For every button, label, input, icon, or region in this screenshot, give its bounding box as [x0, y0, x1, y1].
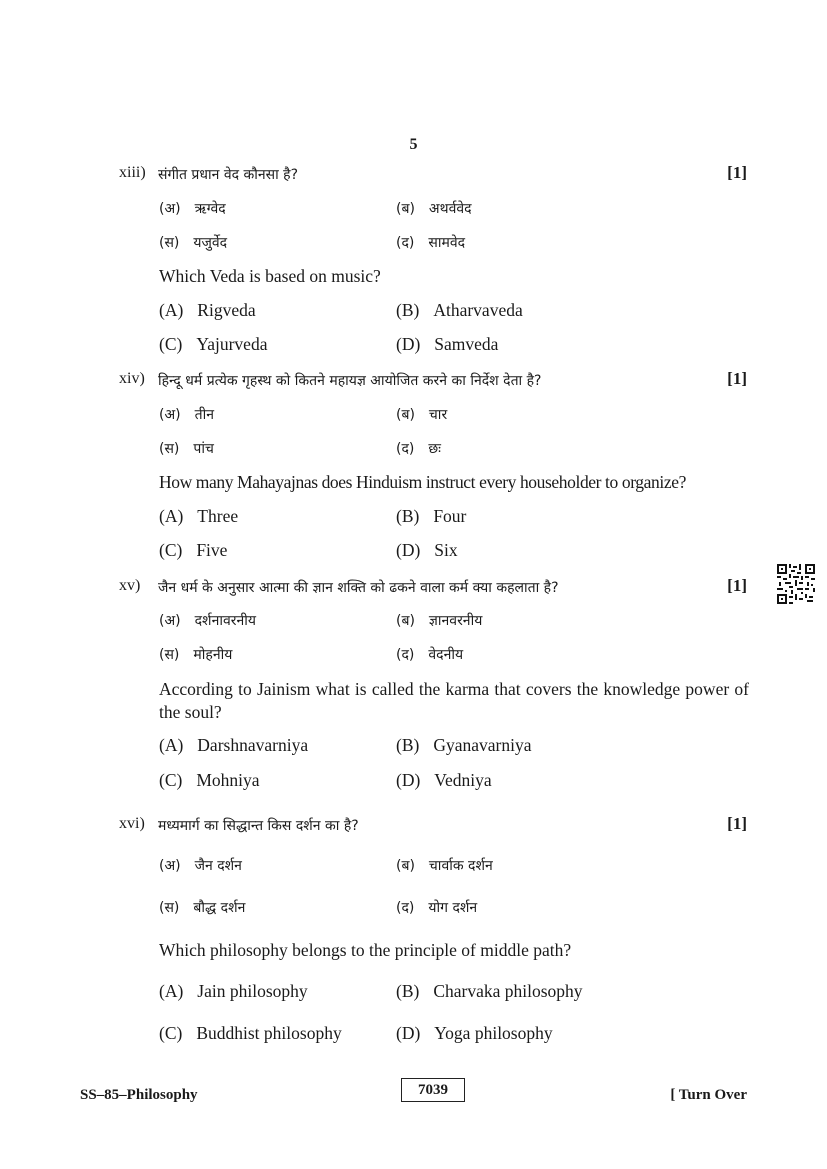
- hindi-option: [159, 645, 232, 664]
- english-option: [159, 981, 308, 1002]
- question-text-hindi: हिन्दू धर्म प्रत्येक गृहस्थ को कितने महायज्ञ आयोजित करने का निर्देश देता है?: [158, 373, 542, 389]
- option-text: Yajurveda: [196, 334, 268, 354]
- question-marks: [1]: [727, 369, 747, 388]
- option-label: (B): [396, 300, 420, 320]
- hindi-option: [159, 898, 245, 917]
- hindi-option: [159, 199, 226, 218]
- question-number: xiv): [119, 370, 145, 387]
- option-text: छः: [428, 441, 442, 457]
- option-label: (द): [396, 900, 415, 916]
- qr-code-icon: [777, 564, 815, 604]
- option-label: (अ): [159, 201, 181, 217]
- page-number: 5: [409, 136, 418, 153]
- option-text: मोहनीय: [193, 647, 233, 663]
- hindi-option: [159, 439, 214, 458]
- option-label: (B): [396, 981, 420, 1001]
- option-label: (D): [396, 1023, 421, 1043]
- option-text: ज्ञानवरनीय: [428, 613, 483, 629]
- footer-turn-over: [ Turn Over: [670, 1087, 747, 1103]
- option-label: (C): [159, 334, 183, 354]
- hindi-option: [159, 405, 214, 424]
- option-text: Five: [196, 540, 228, 560]
- option-text: चार्वाक दर्शन: [428, 858, 493, 874]
- english-option: [159, 770, 260, 791]
- option-text: जैन दर्शन: [194, 858, 242, 874]
- option-text: Mohniya: [196, 770, 260, 790]
- option-text: Three: [197, 506, 239, 526]
- question-text-hindi: जैन धर्म के अनुसार आत्मा की ज्ञान शक्ति को ढकने वाला कर्म क्या कहलाता है?: [158, 580, 559, 596]
- option-label: (A): [159, 735, 184, 755]
- option-label: (D): [396, 334, 421, 354]
- option-label: (ब): [396, 407, 415, 423]
- hindi-option: [396, 898, 477, 917]
- option-label: (ब): [396, 613, 415, 629]
- option-label: (ब): [396, 201, 415, 217]
- option-label: (C): [159, 770, 183, 790]
- option-text: Yoga philosophy: [434, 1023, 553, 1043]
- english-option: [396, 506, 466, 527]
- option-label: (A): [159, 506, 184, 526]
- option-text: यजुर्वेद: [193, 235, 228, 251]
- option-text: Vedniya: [434, 770, 492, 790]
- question-text-english: How many Mahayajnas does Hinduism instruct every householder to organize?: [159, 472, 686, 492]
- question-text-english: Which philosophy belongs to the principle of middle path?: [159, 940, 572, 960]
- option-text: Jain philosophy: [197, 981, 308, 1001]
- option-text: योग दर्शन: [428, 900, 478, 916]
- option-label: (अ): [159, 858, 181, 874]
- english-option: [159, 334, 267, 355]
- question-number: xv): [119, 577, 141, 594]
- option-label: (द): [396, 647, 415, 663]
- option-label: (A): [159, 300, 184, 320]
- option-text: Atharvaveda: [433, 300, 523, 320]
- option-label: (B): [396, 506, 420, 526]
- english-option: [396, 770, 492, 791]
- question-number: xiii): [119, 164, 146, 181]
- hindi-option: [396, 199, 472, 218]
- option-text: Samveda: [434, 334, 499, 354]
- option-text: ऋग्वेद: [194, 201, 226, 217]
- hindi-option: [396, 233, 465, 252]
- option-label: (अ): [159, 613, 181, 629]
- option-label: (अ): [159, 407, 181, 423]
- option-text: Four: [433, 506, 467, 526]
- question-marks: [1]: [727, 163, 747, 182]
- option-text: Gyanavarniya: [433, 735, 532, 755]
- english-option: [159, 1023, 342, 1044]
- option-label: (स): [159, 900, 180, 916]
- english-option: [396, 981, 583, 1002]
- question-marks: [1]: [727, 814, 747, 833]
- hindi-option: [159, 611, 256, 630]
- question-marks: [1]: [727, 576, 747, 595]
- english-option: [396, 334, 498, 355]
- question-number: xvi): [119, 815, 145, 832]
- hindi-option: [159, 856, 242, 875]
- option-label: (स): [159, 441, 180, 457]
- hindi-option: [159, 233, 227, 252]
- option-label: (C): [159, 1023, 183, 1043]
- question-text-english: Which Veda is based on music?: [159, 266, 381, 286]
- option-label: (D): [396, 540, 421, 560]
- hindi-option: [396, 439, 441, 458]
- option-label: (ब): [396, 858, 415, 874]
- hindi-option: [396, 856, 493, 875]
- option-label: (द): [396, 441, 415, 457]
- hindi-option: [396, 611, 482, 630]
- english-option: [396, 735, 531, 756]
- option-text: Darshnavarniya: [197, 735, 309, 755]
- english-option: [159, 540, 227, 561]
- option-label: (A): [159, 981, 184, 1001]
- option-label: (B): [396, 735, 420, 755]
- option-label: (स): [159, 647, 180, 663]
- hindi-option: [396, 405, 447, 424]
- option-text: दर्शनावरनीय: [194, 613, 257, 629]
- english-option: [159, 735, 308, 756]
- option-text: Rigveda: [197, 300, 256, 320]
- option-text: चार: [428, 407, 448, 423]
- option-text: अथर्ववेद: [428, 201, 472, 217]
- option-label: (स): [159, 235, 180, 251]
- english-option: [396, 300, 523, 321]
- option-text: बौद्ध दर्शन: [193, 900, 246, 916]
- footer-paper-code: 7039: [401, 1078, 465, 1102]
- question-text-english: According to Jainism what is called the karma that covers the knowledge power of the soul?: [159, 679, 749, 722]
- question-text-hindi: मध्यमार्ग का सिद्धान्त किस दर्शन का है?: [158, 818, 359, 834]
- option-text: वेदनीय: [428, 647, 464, 663]
- option-text: तीन: [194, 407, 215, 423]
- option-label: (द): [396, 235, 415, 251]
- option-text: पांच: [193, 441, 214, 457]
- english-option: [396, 1023, 553, 1044]
- option-text: Six: [434, 540, 458, 560]
- english-option: [396, 540, 458, 561]
- footer-subject-code: SS–85–Philosophy: [80, 1087, 198, 1103]
- option-text: Buddhist philosophy: [196, 1023, 342, 1043]
- english-option: [159, 506, 238, 527]
- option-text: Charvaka philosophy: [433, 981, 583, 1001]
- option-label: (C): [159, 540, 183, 560]
- option-label: (D): [396, 770, 421, 790]
- english-option: [159, 300, 256, 321]
- question-text-hindi: संगीत प्रधान वेद कौनसा है?: [158, 167, 299, 183]
- hindi-option: [396, 645, 463, 664]
- option-text: सामवेद: [428, 235, 466, 251]
